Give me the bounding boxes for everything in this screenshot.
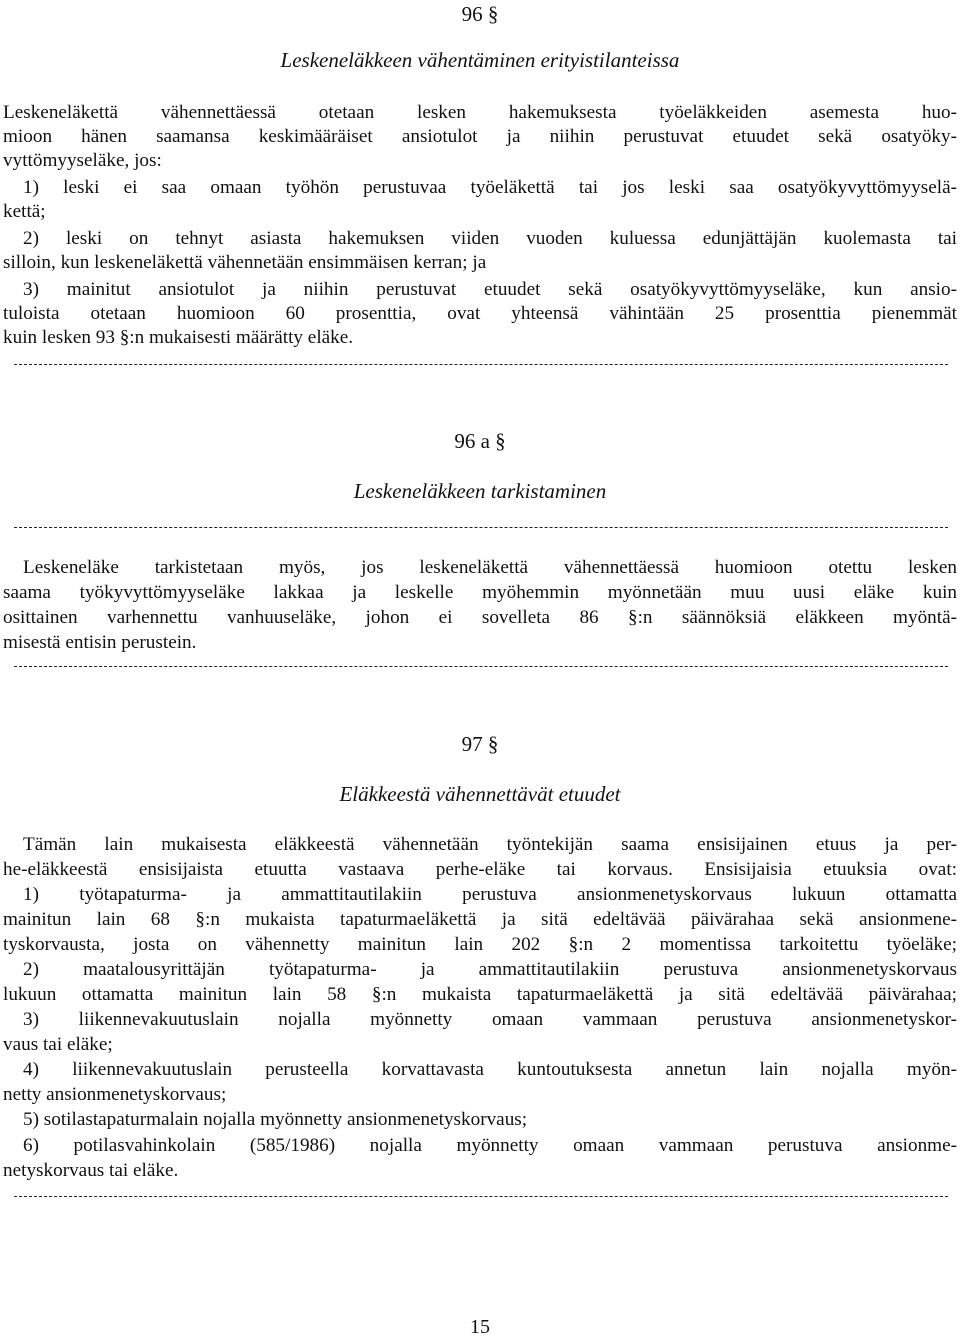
paragraph-line: Leskeneläke tarkistetaan myös, jos leskeneläkettä vähennettäessä huomioon otettu lesken [23, 557, 957, 578]
list-item-line: 1) työtapaturma- ja ammattitautilakiin perustuva ansionmenetyskorvaus lukuun ottamatta [23, 884, 957, 905]
list-item-line: 1) leski ei saa omaan työhön perustuvaa työeläkettä tai jos leski saa osatyökyvyttömyyselä- [23, 177, 957, 198]
list-item-line: mainitun lain 68 §:n mukaista tapaturmaeläkettä ja sitä edeltävää päivärahaa sekä ansionmene- [3, 909, 957, 930]
list-item-line: lukuun ottamatta mainitun lain 58 §:n mukaista tapaturmaeläkettä ja sitä edeltävää päivärahaa; [3, 984, 957, 1005]
section-number: 96 a § [454, 429, 506, 453]
list-item-line: 2) leski on tehnyt asiasta hakemuksen viiden vuoden kuluessa edunjättäjän kuolemasta tai [23, 228, 957, 249]
list-item-line: 3) liikennevakuutuslain nojalla myönnetty omaan vammaan perustuva ansionmenetyskor- [23, 1009, 957, 1030]
section-number: 96 § [461, 2, 499, 26]
list-item-line: kettä; [3, 201, 46, 222]
paragraph-line: Tämän lain mukaisesta eläkkeestä vähennetään työntekijän saama ensisijainen etuus ja per- [23, 834, 957, 855]
list-item-line: 5) sotilastapaturmalain nojalla myönnetty ansionmenetyskorvaus; [23, 1109, 528, 1130]
paragraph-line: misestä entisin perustein. [3, 632, 197, 653]
list-item-line: tuloista otetaan huomioon 60 prosenttia, ovat yhteensä vähintään 25 prosenttia pienemmät [3, 303, 957, 324]
section-title: Leskeneläkkeen vähentäminen erityistilanteissa [280, 48, 680, 72]
paragraph-line: osittainen varhennettu vanhuuseläke, johon ei sovelleta 86 §:n säännöksiä eläkkeen myöntä- [3, 607, 957, 628]
page-number: 15 [470, 1316, 490, 1338]
list-item-line: vaus tai eläke; [3, 1034, 113, 1055]
list-item-line: 6) potilasvahinkolain (585/1986) nojalla myönnetty omaan vammaan perustuva ansionme- [23, 1135, 957, 1156]
paragraph-line: vyttömyyseläke, jos: [3, 150, 162, 171]
paragraph-line: he-eläkkeestä ensisijaista etuutta vastaava perhe-eläke tai korvaus. Ensisijaisia etuuksia ovat: [3, 859, 957, 880]
list-item-line: tyskorvausta, josta on vähennetty mainitun lain 202 §:n 2 momentissa tarkoitettu työeläke; [3, 934, 957, 955]
paragraph-line: Leskeneläkettä vähennettäessä otetaan lesken hakemuksesta työeläkkeiden asemesta huo- [3, 102, 957, 123]
section-number: 97 § [461, 732, 499, 756]
list-item-line: netyskorvaus tai eläke. [3, 1160, 179, 1181]
dashed-divider [14, 527, 948, 528]
paragraph-line: mioon hänen saamansa keskimääräiset ansiotulot ja niihin perustuvat etuudet sekä osatyöky- [3, 126, 957, 147]
dashed-divider [14, 364, 948, 365]
section-title: Leskeneläkkeen tarkistaminen [353, 479, 607, 503]
section-title: Eläkkeestä vähennettävät etuudet [339, 782, 621, 806]
list-item-line: kuin lesken 93 §:n mukaisesti määrätty eläke. [3, 327, 354, 348]
list-item-line: 2) maatalousyrittäjän työtapaturma- ja ammattitautilakiin perustuva ansionmenetyskorvaus [23, 959, 957, 980]
list-item-line: 4) liikennevakuutuslain perusteella korvattavasta kuntoutuksesta annetun lain nojalla myön- [23, 1059, 957, 1080]
list-item-line: netty ansionmenetyskorvaus; [3, 1084, 227, 1105]
dashed-divider [14, 666, 948, 667]
dashed-divider [14, 1196, 948, 1197]
list-item-line: 3) mainitut ansiotulot ja niihin perustuvat etuudet sekä osatyökyvyttömyyseläke, kun ansio- [23, 279, 957, 300]
paragraph-line: saama työkyvyttömyyseläke lakkaa ja leskelle myöhemmin myönnetään muu uusi eläke kuin [3, 582, 957, 603]
list-item-line: silloin, kun leskeneläkettä vähennetään ensimmäisen kerran; ja [3, 252, 487, 273]
